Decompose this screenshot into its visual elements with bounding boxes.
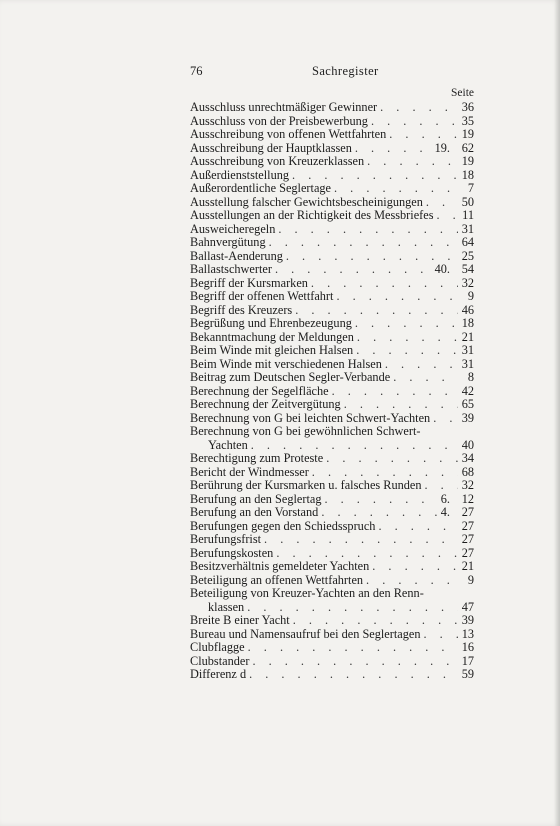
index-page-number: 31	[461, 221, 474, 236]
index-page-number: 18	[461, 167, 474, 182]
dot-leader	[354, 331, 458, 345]
index-entry	[190, 412, 474, 426]
page-column-label: Seite	[451, 87, 474, 99]
index-term: Berufungen gegen den Schiedsspruch	[190, 518, 376, 533]
index-entry	[190, 155, 474, 169]
index-term: Ausschluss von der Preisbewerbung	[190, 113, 368, 128]
index-entry	[190, 223, 474, 237]
index-term: Ausstellung falscher Gewichtsbescheinigungen	[190, 194, 423, 209]
index-term: Bahnvergütung	[190, 235, 266, 249]
index-page-number: 31	[461, 356, 474, 371]
index-term: Berechnung von G bei gewöhnlichen Schwert-	[190, 424, 421, 438]
index-term: Beitrag zum Deutschen Segler-Verbande	[190, 370, 391, 384]
index-entry	[190, 115, 474, 129]
dot-leader	[386, 128, 458, 142]
index-entry	[190, 668, 474, 682]
dot-leader	[353, 344, 458, 358]
index-section-ref: 19.	[434, 140, 450, 155]
dot-leader	[434, 209, 459, 223]
dot-leader	[273, 547, 458, 561]
dot-leader	[377, 101, 458, 115]
index-page-number: 46	[461, 302, 474, 317]
index-page-number: 36	[461, 100, 474, 114]
index-page-number: 7	[467, 181, 474, 195]
index-page-number: 27	[461, 545, 474, 560]
index-term: Außerordentliche Seglertage	[190, 181, 332, 195]
index-entry	[190, 614, 474, 628]
dot-leader	[329, 385, 458, 399]
index-page-number: 9	[467, 572, 474, 587]
dot-leader	[420, 628, 458, 642]
dot-leader	[352, 317, 458, 331]
index-entry	[190, 587, 474, 601]
dot-leader	[289, 169, 458, 183]
index-page-number: 27	[461, 518, 474, 533]
index-term: Ausschreibung von Kreuzerklassen	[190, 154, 365, 168]
index-page-number: 25	[461, 248, 474, 263]
index-term: Ausstellungen an der Richtigkeit des Messbriefes	[190, 208, 434, 222]
dot-leader	[341, 398, 458, 412]
dot-leader	[363, 574, 458, 588]
index-page-number: 64	[461, 235, 474, 249]
index-term: Berechtigung zum Proteste	[190, 451, 324, 465]
index-term: Bekanntmachung der Meldungen	[190, 329, 354, 344]
index-page-number: 39	[461, 613, 474, 627]
index-entry	[190, 520, 474, 534]
index-page-number: 47	[461, 599, 474, 614]
index-term: Berufung an den Vorstand	[190, 505, 319, 519]
dot-leader	[423, 196, 458, 210]
index-page-number: 11	[462, 208, 474, 222]
index-term: Ballastschwerter	[190, 262, 272, 276]
index-term: Differenz d	[190, 667, 247, 681]
index-list	[190, 101, 474, 682]
index-entry	[190, 142, 474, 156]
index-entry	[190, 560, 474, 574]
index-term: Clubstander	[190, 653, 250, 668]
index-entry	[190, 439, 474, 453]
page-header	[190, 56, 474, 76]
index-entry	[190, 209, 474, 223]
index-entry	[190, 317, 474, 331]
index-page-number: 9	[467, 289, 474, 303]
index-term: Yachten	[208, 437, 248, 452]
index-section-ref: 40.	[434, 262, 450, 276]
index-page-number: 18	[461, 316, 474, 330]
index-term: Berufung an den Seglertag	[190, 491, 322, 506]
index-page-number: 39	[461, 410, 474, 425]
index-term: Breite B einer Yacht	[190, 613, 290, 627]
index-term: Bureau und Namensaufruf bei den Seglertagen	[190, 626, 421, 641]
dot-leader	[368, 115, 458, 129]
dot-leader	[249, 655, 458, 669]
index-page-number: 59	[461, 667, 474, 681]
index-term: Ausweicheregeln	[190, 221, 276, 236]
index-term: Berufungskosten	[190, 545, 274, 560]
index-entry	[190, 358, 474, 372]
index-term: Begrüßung und Ehrenbezeugung	[190, 316, 352, 330]
dot-leader	[422, 479, 458, 493]
index-entry	[190, 506, 474, 520]
dot-leader	[308, 277, 458, 291]
index-page-number: 27	[461, 505, 474, 519]
index-entry	[190, 533, 474, 547]
index-term: Besitzverhältnis gemeldeter Yachten	[190, 559, 370, 573]
dot-leader	[321, 493, 436, 507]
index-term: Beim Winde mit gleichen Halsen	[190, 343, 354, 357]
index-term: klassen	[208, 599, 245, 614]
dot-leader	[244, 601, 458, 615]
index-page-number: 50	[461, 194, 474, 209]
running-title: Sachregister	[312, 64, 379, 78]
index-entry	[190, 385, 474, 399]
index-term: Beteiligung von Kreuzer-Yachten an den Renn-	[190, 586, 424, 600]
index-page-number: 8	[467, 370, 474, 384]
index-page-number: 13	[461, 626, 474, 641]
dot-leader	[309, 466, 458, 480]
index-entry	[190, 479, 474, 493]
dot-leader	[290, 614, 458, 628]
index-page-number: 17	[461, 653, 474, 668]
index-term: Berechnung der Zeitvergütung	[190, 397, 341, 411]
index-entry	[190, 452, 474, 466]
dot-leader	[382, 358, 458, 372]
index-entry	[190, 182, 474, 196]
dot-leader	[272, 263, 431, 277]
index-page-number: 40	[461, 437, 474, 452]
dot-leader	[331, 182, 458, 196]
dot-leader	[430, 412, 458, 426]
index-entry	[190, 466, 474, 480]
page-number: 76	[190, 64, 203, 78]
index-entry	[190, 196, 474, 210]
index-entry	[190, 371, 474, 385]
index-term: Begriff der offenen Wettfahrt	[190, 289, 334, 303]
index-term: Ballast-Aenderung	[190, 248, 283, 263]
dot-leader	[323, 452, 458, 466]
index-page-number: 65	[461, 397, 474, 411]
dot-leader	[333, 290, 458, 304]
index-entry	[190, 425, 474, 439]
index-page-number: 21	[461, 559, 474, 573]
index-entry	[190, 641, 474, 655]
index-entry	[190, 236, 474, 250]
index-entry	[190, 128, 474, 142]
index-page-number: 54	[461, 262, 474, 276]
index-term: Beteiligung an offenen Wettfahrten	[190, 572, 364, 587]
dot-leader	[245, 641, 458, 655]
index-term: Außerdienststellung	[190, 167, 290, 182]
index-term: Clubflagge	[190, 640, 245, 654]
index-section-ref: 6.	[440, 491, 450, 506]
index-entry	[190, 290, 474, 304]
dot-leader	[364, 155, 458, 169]
index-term: Berechnung von G bei leichten Schwert-Yachten	[190, 410, 431, 425]
dot-leader	[292, 304, 458, 318]
index-entry	[190, 547, 474, 561]
index-page-number: 68	[461, 464, 474, 479]
index-entry	[190, 277, 474, 291]
index-entry	[190, 655, 474, 669]
index-entry	[190, 331, 474, 345]
index-page-number: 12	[461, 491, 474, 506]
index-entry	[190, 628, 474, 642]
index-entry	[190, 250, 474, 264]
dot-leader	[261, 533, 458, 547]
index-page-number: 62	[461, 140, 474, 155]
index-entry	[190, 574, 474, 588]
index-term: Bericht der Windmesser	[190, 464, 309, 479]
index-term: Berührung der Kursmarken u. falsches Runden	[190, 478, 422, 492]
index-page-number: 19	[461, 154, 474, 168]
index-section-ref: 4.	[440, 505, 450, 519]
dot-leader	[283, 250, 458, 264]
index-page-number: 34	[461, 451, 474, 465]
index-entry	[190, 398, 474, 412]
index-entry	[190, 344, 474, 358]
index-page-number: 42	[461, 383, 474, 398]
index-entry	[190, 169, 474, 183]
index-term: Beim Winde mit verschiedenen Halsen	[190, 356, 382, 371]
index-page-number: 21	[461, 329, 474, 344]
dot-leader	[275, 223, 458, 237]
index-page-number: 35	[461, 113, 474, 128]
dot-leader	[352, 142, 431, 156]
index-term: Berufungsfrist	[190, 532, 262, 546]
index-entry	[190, 304, 474, 318]
index-entry	[190, 263, 474, 277]
index-page-number: 32	[461, 275, 474, 290]
dot-leader	[266, 236, 458, 250]
index-page-number: 31	[461, 343, 474, 357]
dot-leader	[369, 560, 458, 574]
dot-leader	[246, 668, 458, 682]
index-page-number: 32	[461, 478, 474, 492]
index-term: Ausschreibung von offenen Wettfahrten	[190, 127, 387, 141]
index-term: Ausschreibung der Hauptklassen	[190, 140, 352, 155]
index-page-number: 27	[461, 532, 474, 546]
index-entry	[190, 101, 474, 115]
index-page-number: 19	[461, 127, 474, 141]
index-term: Begriff der Kursmarken	[190, 275, 308, 290]
index-term: Begriff des Kreuzers	[190, 302, 293, 317]
dot-leader	[318, 506, 436, 520]
index-entry	[190, 601, 474, 615]
index-page-number: 16	[461, 640, 474, 654]
dot-leader	[375, 520, 458, 534]
index-term: Berechnung der Segelfläche	[190, 383, 329, 398]
index-entry	[190, 493, 474, 507]
index-term: Ausschluss unrechtmäßiger Gewinner	[190, 100, 378, 114]
dot-leader	[248, 439, 458, 453]
dot-leader	[390, 371, 458, 385]
